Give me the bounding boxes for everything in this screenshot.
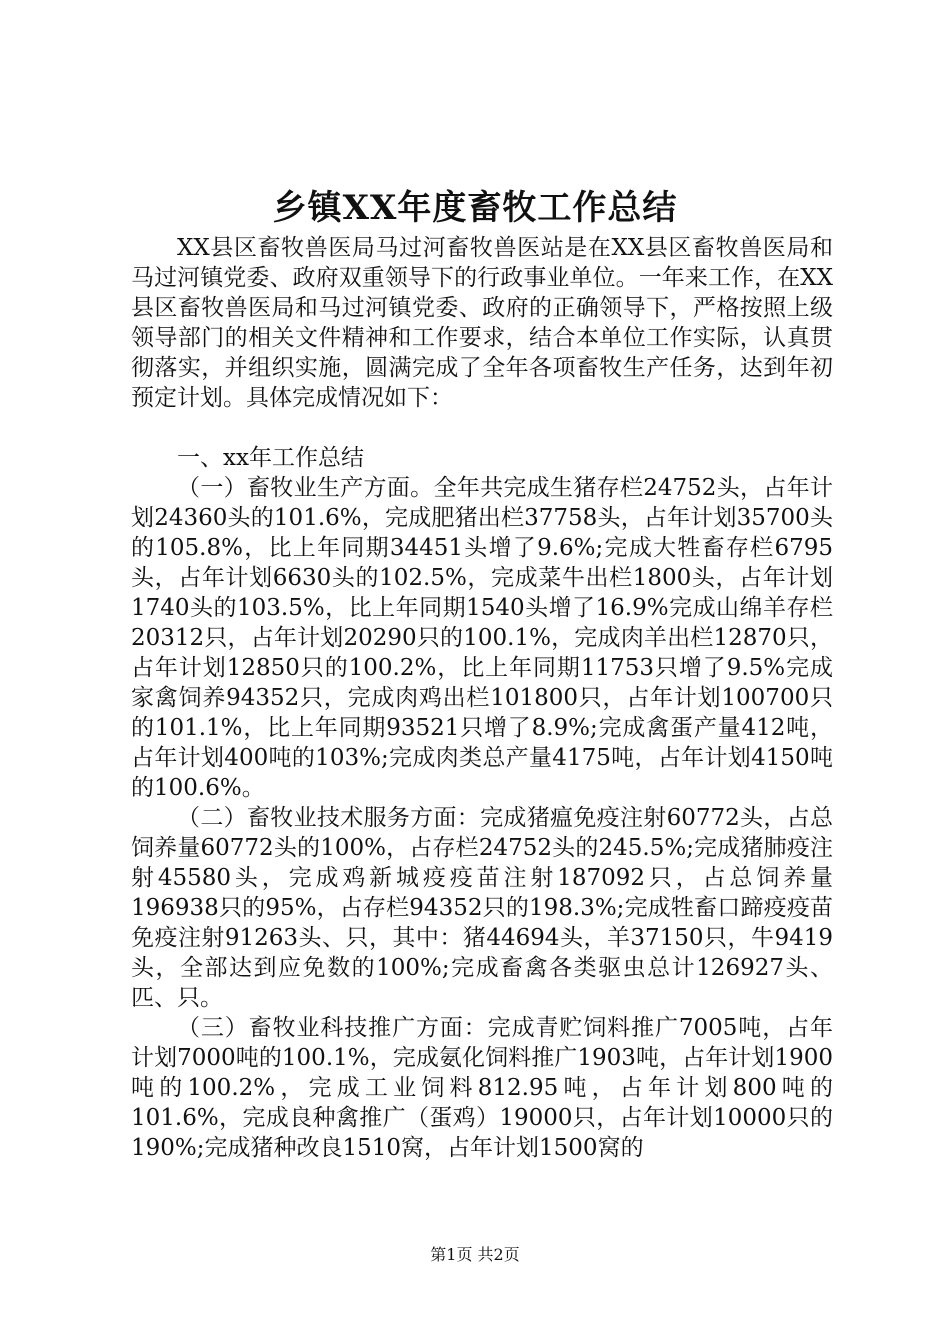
tech-promotion-paragraph: （三）畜牧业科技推广方面：完成青贮饲料推广7005吨，占年计划7000吨的100.1%，完成氨化饲料推广1903吨，占年计划1900吨的100.2%，完成工业饲料812.95吨，占年计划800吨的101.6%，完成良种禽推广（蛋鸡）19000只，占年计划10000只的190%;完成猪种改良1510窝，占年计划1500窝的 <box>131 1015 833 1161</box>
section-heading: 一、xx年工作总结 <box>177 445 364 471</box>
document-title: 乡镇XX年度畜牧工作总结 <box>272 188 678 228</box>
page-footer: 第1页 共2页 <box>430 1245 520 1264</box>
document-body <box>131 233 833 1163</box>
intro-paragraph: XX县区畜牧兽医局马过河畜牧兽医站是在XX县区畜牧兽医局和马过河镇党委、政府双重领导下的行政事业单位。一年来工作，在XX县区畜牧兽医局和马过河镇党委、政府的正确领导下，严格按照上级领导部门的相关文件精神和工作要求，结合本单位工作实际，认真贯彻落实，并组织实施，圆满完成了全年各项畜牧生产任务，达到年初预定计划。具体完成情况如下： <box>131 235 833 411</box>
production-paragraph: （一）畜牧业生产方面。全年共完成生猪存栏24752头，占年计划24360头的101.6%，完成肥猪出栏37758头，占年计划35700头的105.8%，比上年同期34451头增了9.6%;完成大牲畜存栏6795头，占年计划6630头的102.5%，完成菜牛出栏1800头，占年计划1740头的103.5%，比上年同期1540头增了16.9%完成山绵羊存栏20312只，占年计划20290只的100.1%，完成肉羊出栏12870只，占年计划12850只的100.2%，比上年同期11753只增了9.5%完成家禽饲养94352只，完成肉鸡出栏101800只，占年计划100700只的101.1%，比上年同期93521只增了8.9%;完成禽蛋产量412吨，占年计划400吨的103%;完成肉类总产量4175吨，占年计划4150吨的100.6%。 <box>131 475 833 801</box>
technical-service-paragraph: （二）畜牧业技术服务方面：完成猪瘟免疫注射60772头，占总饲养量60772头的100%，占存栏24752头的245.5%;完成猪肺疫注射45580头，完成鸡新城疫疫苗注射187092只，占总饲养量196938只的95%，占存栏94352只的198.3%;完成牲畜口蹄疫疫苗免疫注射91263头、只，其中：猪44694头，羊37150只，牛9419头，全部达到应免数的100%;完成畜禽各类驱虫总计126927头、匹、只。 <box>131 805 833 1011</box>
